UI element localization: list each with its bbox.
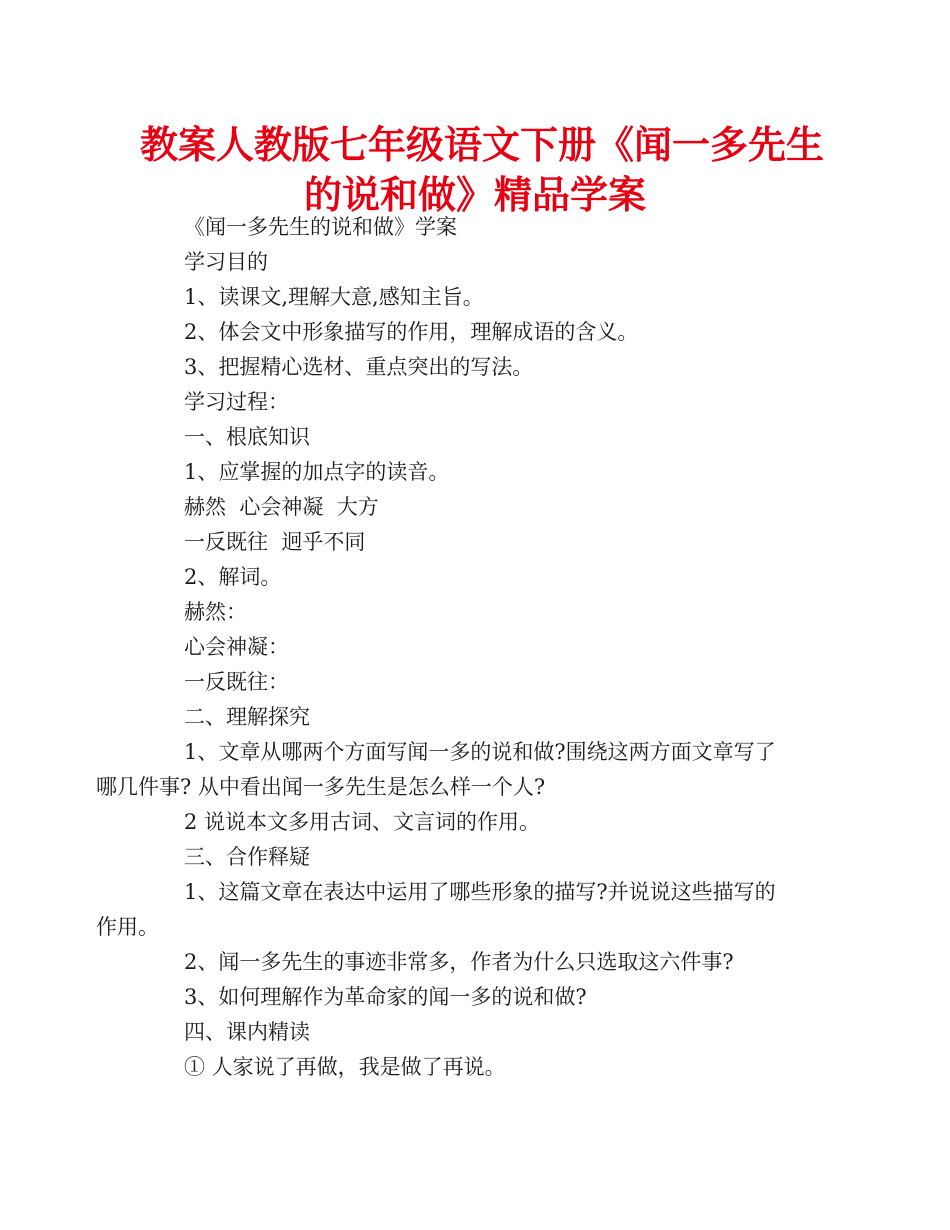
quote-1: ① 人家说了再做，我是做了再说。 xyxy=(184,1055,506,1079)
heading-learning-goals: 学习目的 xyxy=(184,250,268,274)
goal-item-1: 1、读课文,理解大意,感知主旨。 xyxy=(184,285,484,309)
subtitle: 《闻一多先生的说和做》学案 xyxy=(184,215,457,239)
word-list-1: 赫然 心会神凝 大方 xyxy=(184,495,379,519)
question-5: 3、如何理解作为革命家的闻一多的说和做? xyxy=(184,985,587,1009)
document-body xyxy=(96,210,812,1085)
pronunciation-item: 1、应掌握的加点字的读音。 xyxy=(184,460,450,484)
section-understanding: 二、理解探究 xyxy=(184,705,310,729)
question-1 xyxy=(96,735,812,805)
section-close-reading: 四、课内精读 xyxy=(184,1020,310,1044)
title-line-2: 的说和做》精品学案 xyxy=(303,173,646,217)
term-xinhuishenning: 心会神凝： xyxy=(184,635,289,659)
question-1-line-2: 哪几件事? 从中看出闻一多先生是怎么样一个人? xyxy=(96,775,546,799)
section-basic-knowledge: 一、根底知识 xyxy=(184,425,310,449)
section-cooperation: 三、合作释疑 xyxy=(184,845,310,869)
vocabulary-item: 2、解词。 xyxy=(184,565,282,589)
question-3 xyxy=(96,875,812,945)
question-3-line-2: 作用。 xyxy=(96,915,159,939)
goal-item-3: 3、把握精心选材、重点突出的写法。 xyxy=(184,355,534,379)
question-1-line-1: 1、文章从哪两个方面写闻一多的说和做?围绕这两方面文章写了 xyxy=(184,740,776,764)
term-yifanjiwang: 一反既往： xyxy=(184,670,289,694)
document-title xyxy=(140,120,825,220)
question-4: 2、闻一多先生的事迹非常多，作者为什么只选取这六件事? xyxy=(184,950,734,974)
title-line-1: 教案人教版七年级语文下册《闻一多先生 xyxy=(140,123,825,167)
term-heran: 赫然： xyxy=(184,600,247,624)
word-list-2: 一反既往 迥乎不同 xyxy=(184,530,366,554)
question-2: 2 说说本文多用古词、文言词的作用。 xyxy=(184,810,541,834)
question-3-line-1: 1、这篇文章在表达中运用了哪些形象的描写?并说说这些描写的 xyxy=(184,880,776,904)
goal-item-2: 2、体会文中形象描写的作用，理解成语的含义。 xyxy=(184,320,639,344)
heading-learning-process: 学习过程： xyxy=(184,390,289,414)
